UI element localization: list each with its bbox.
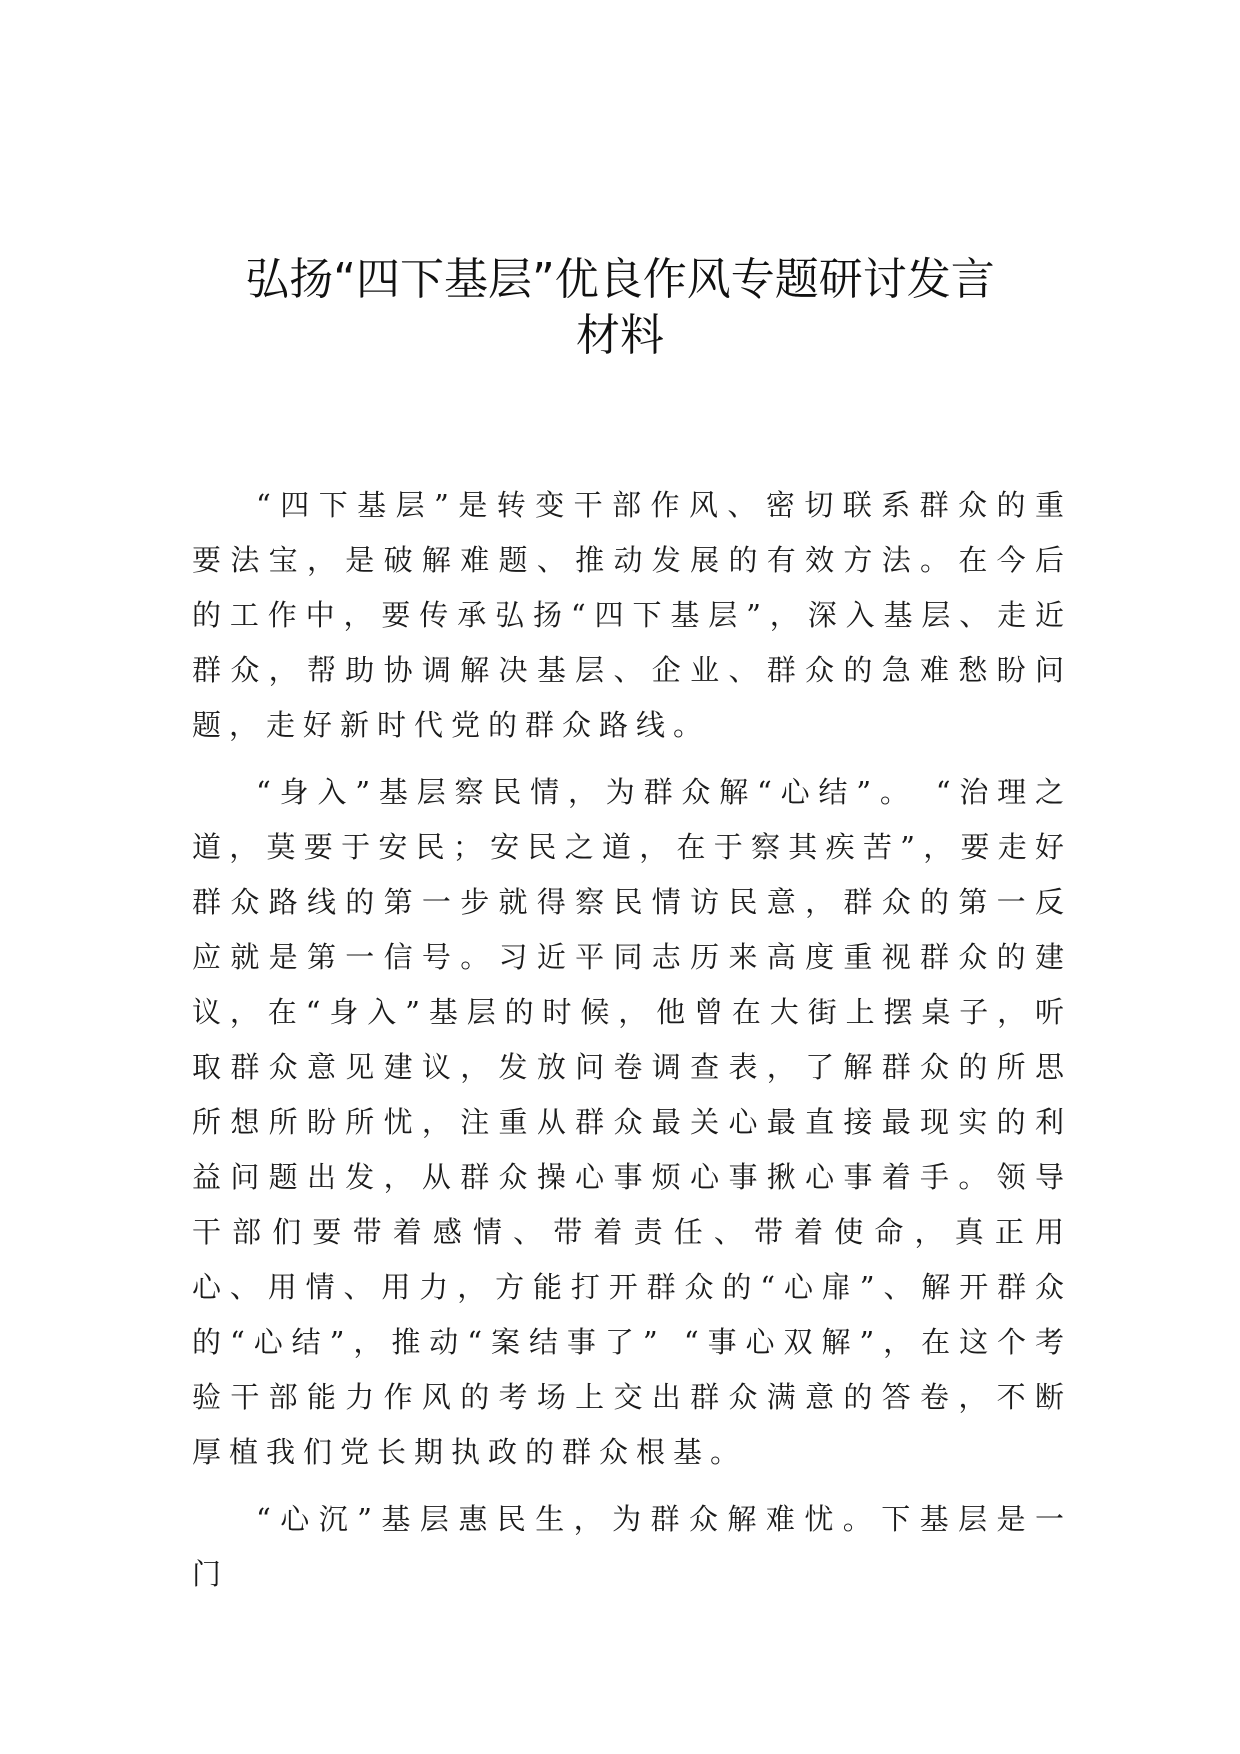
title-line-2: 材料 [576, 310, 664, 361]
paragraph-xinchen: “心沉”基层惠民生，为群众解难忧。下基层是一门 [192, 1502, 1072, 1591]
paragraph-shenru: “身入”基层察民情，为群众解“心结”。 “治理之道，莫要于安民；安民之道，在于察其疾苦”，要走好群众路线的第一步就得察民情访民意，群众的第一反应就是第一信号。习近平同志历来高度重视群众的建议，在“身入”基层的时候，他曾在大街上摆桌子，听取群众意见建议，发放问卷调查表，了解群众的所思所想所盼所忧，注重从群众最关心最直接最现实的利益问题出发，从群众操心事烦心事揪心事着手。领导干部们要带着感情、带着责任、带着使命，真正用心、用情、用力，方能打开群众的“心扉”、解开群众的“心结”，推动“案结事了” “事心双解”，在这个考验干部能力作风的考场上交出群众满意的答卷，不断厚植我们党长期执政的群众根基。 [192, 775, 1072, 1469]
document-title [150, 252, 1090, 364]
document-body [192, 478, 1072, 1602]
title-line-1: 弘扬“四下基层”优良作风专题研讨发言 [245, 254, 995, 305]
paragraph-intro: “四下基层”是转变干部作风、密切联系群众的重要法宝，是破解难题、推动发展的有效方法。在今后的工作中，要传承弘扬“四下基层”，深入基层、走近群众，帮助协调解决基层、企业、群众的急难愁盼问题，走好新时代党的群众路线。 [192, 488, 1072, 742]
